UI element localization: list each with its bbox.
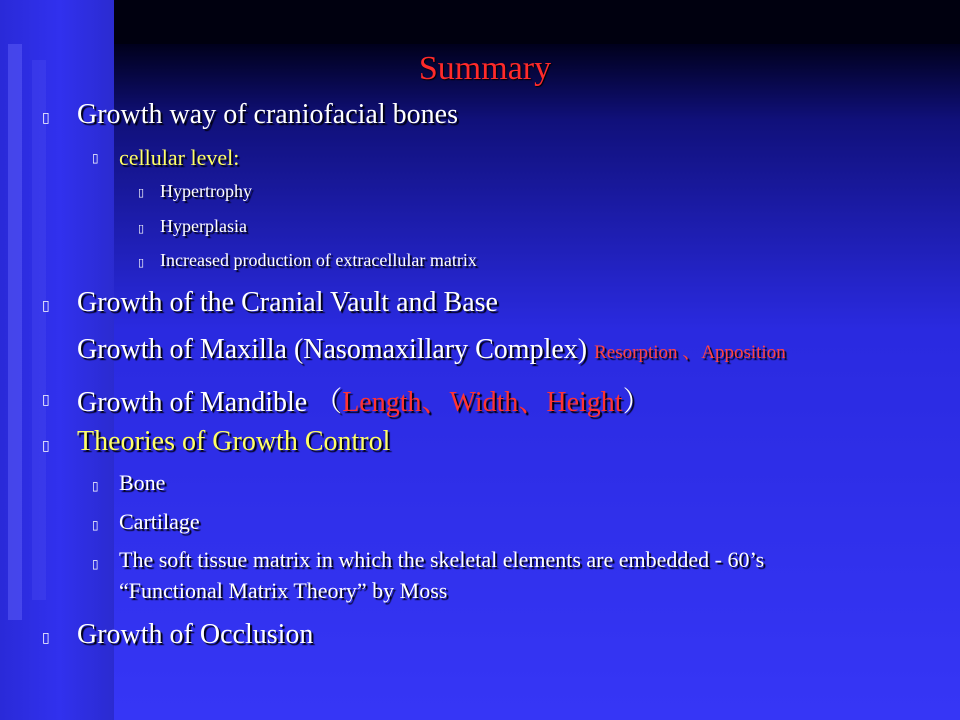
item-soft-tissue-line1: The soft tissue matrix in which the skeletal elements are embedded - 60’s — [119, 547, 765, 572]
bullet-icon: ▯ — [42, 630, 50, 646]
item-hyperplasia: Hyperplasia — [160, 216, 247, 236]
decorative-square-column-faint — [32, 60, 48, 600]
item-extracellular-matrix: Increased production of extracellular matrix — [160, 250, 477, 270]
slide-title: Summary — [418, 50, 552, 87]
bullet-icon: ▯ — [92, 151, 99, 165]
mandible-text: Growth of Mandible — [77, 387, 308, 418]
maxilla-text: Growth of Maxilla (Nasomaxillary Complex) — [77, 334, 588, 365]
item-occlusion: Growth of Occlusion — [77, 619, 314, 650]
bullet-icon: ▯ — [138, 222, 145, 235]
bullet-icon: ▯ — [92, 518, 99, 532]
item-cellular-level: cellular level: — [119, 145, 240, 170]
mandible-paren-close: ） — [622, 387, 651, 418]
mandible-dimensions: Length、Width、Height — [342, 387, 623, 418]
mandible-paren-open: （ — [314, 387, 343, 418]
bullet-icon: ▯ — [138, 186, 145, 199]
item-maxilla — [77, 334, 786, 366]
decorative-square-column — [8, 44, 24, 620]
item-soft-tissue-line2: “Functional Matrix Theory” by Moss — [119, 578, 448, 603]
item-bone: Bone — [119, 470, 166, 495]
bullet-icon: ▯ — [42, 110, 50, 126]
bullet-icon: ▯ — [42, 298, 50, 314]
item-cranial-vault: Growth of the Cranial Vault and Base — [77, 287, 498, 318]
bullet-icon: ▯ — [92, 557, 99, 571]
bullet-icon: ▯ — [42, 392, 50, 408]
top-dark-bar — [114, 0, 960, 44]
item-hypertrophy: Hypertrophy — [160, 181, 252, 201]
maxilla-note: Resorption 、Apposition — [594, 342, 786, 363]
item-growth-way: Growth way of craniofacial bones — [77, 99, 458, 130]
item-cartilage: Cartilage — [119, 509, 200, 534]
item-mandible — [77, 380, 651, 420]
item-theories: Theories of Growth Control — [77, 426, 391, 457]
bullet-icon: ▯ — [42, 438, 50, 454]
bullet-icon: ▯ — [138, 256, 145, 269]
bullet-icon: ▯ — [92, 479, 99, 493]
